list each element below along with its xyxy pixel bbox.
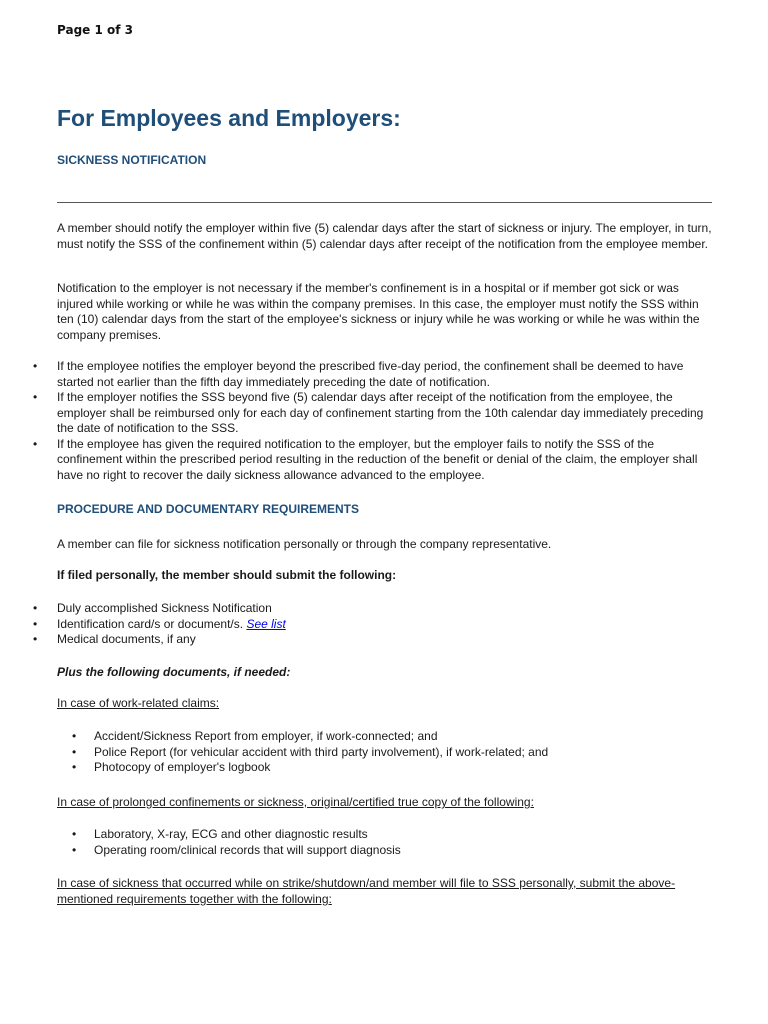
list-item: • Accident/Sickness Report from employer, if work-connected; and xyxy=(72,729,712,745)
list-item: • Medical documents, if any xyxy=(33,632,718,648)
notification-paragraph-1: A member should notify the employer within five (5) calendar days after the start of sickness or injury. The employer, in turn, must notify the SSS of the confinement within (5) calendar days after receipt of the notification from the employee member. xyxy=(57,221,712,251)
filed-personally-label: If filed personally, the member should submit the following: xyxy=(57,568,397,582)
list-item: • Duly accomplished Sickness Notification xyxy=(33,601,718,617)
procedure-intro: A member can file for sickness notification personally or through the company representative. xyxy=(57,537,552,551)
list-item: • If the employer notifies the SSS beyond five (5) calendar days after receipt of the notification from the employee, the employer shall be reimbursed only for each day of confinement starting from the 10th calendar day immediately preceding the date of notification to the SSS. xyxy=(33,390,718,437)
list-item: • Operating room/clinical records that will support diagnosis xyxy=(72,843,712,859)
sickness-notification-heading: SICKNESS NOTIFICATION xyxy=(57,153,207,167)
list-item: • If the employee has given the required notification to the employer, but the employer fails to notify the SSS of the confinement within the prescribed period resulting in the reduction of the benefit or denial of the claim, the employer shall have no right to recover the daily sickness allowance advanced to the employee. xyxy=(33,437,718,484)
work-related-list xyxy=(72,729,712,776)
consequence-list xyxy=(33,359,718,483)
page-title: For Employees and Employers: xyxy=(57,105,401,131)
notification-paragraph-2: Notification to the employer is not necessary if the member's confinement is in a hospital or if member got sick or was injured while working or while he was within the company premises. In this case, the employer must notify the SSS within ten (10) calendar days from the start of the employee's sickness or injury while he was working or while he was within the company premises. xyxy=(57,281,700,342)
plus-documents-label: Plus the following documents, if needed: xyxy=(57,665,291,679)
see-list-link[interactable]: See list xyxy=(246,616,286,631)
horizontal-divider xyxy=(57,202,712,203)
work-related-label: In case of work-related claims: xyxy=(57,696,220,710)
list-item: • Laboratory, X-ray, ECG and other diagnostic results xyxy=(72,827,712,843)
list-item: • Police Report (for vehicular accident with third party involvement), if work-related; and xyxy=(72,745,712,761)
list-item: • Photocopy of employer's logbook xyxy=(72,760,712,776)
list-item-text: Identification card/s or document/s. xyxy=(57,616,244,631)
prolonged-list xyxy=(72,827,712,858)
list-item: • If the employee notifies the employer beyond the prescribed five-day period, the confinement shall be deemed to have started not earlier than the fifth day immediately preceding the date of notification. xyxy=(33,359,718,390)
strike-label: In case of sickness that occurred while on strike/shutdown/and member will file to SSS personally, submit the above-mentioned requirements together with the following: xyxy=(57,876,676,906)
procedure-heading: PROCEDURE AND DOCUMENTARY REQUIREMENTS xyxy=(57,502,360,516)
list-item xyxy=(33,617,718,633)
page-number: Page 1 of 3 xyxy=(57,23,133,37)
prolonged-label: In case of prolonged confinements or sickness, original/certified true copy of the following: xyxy=(57,795,534,809)
requirements-list xyxy=(33,601,718,648)
